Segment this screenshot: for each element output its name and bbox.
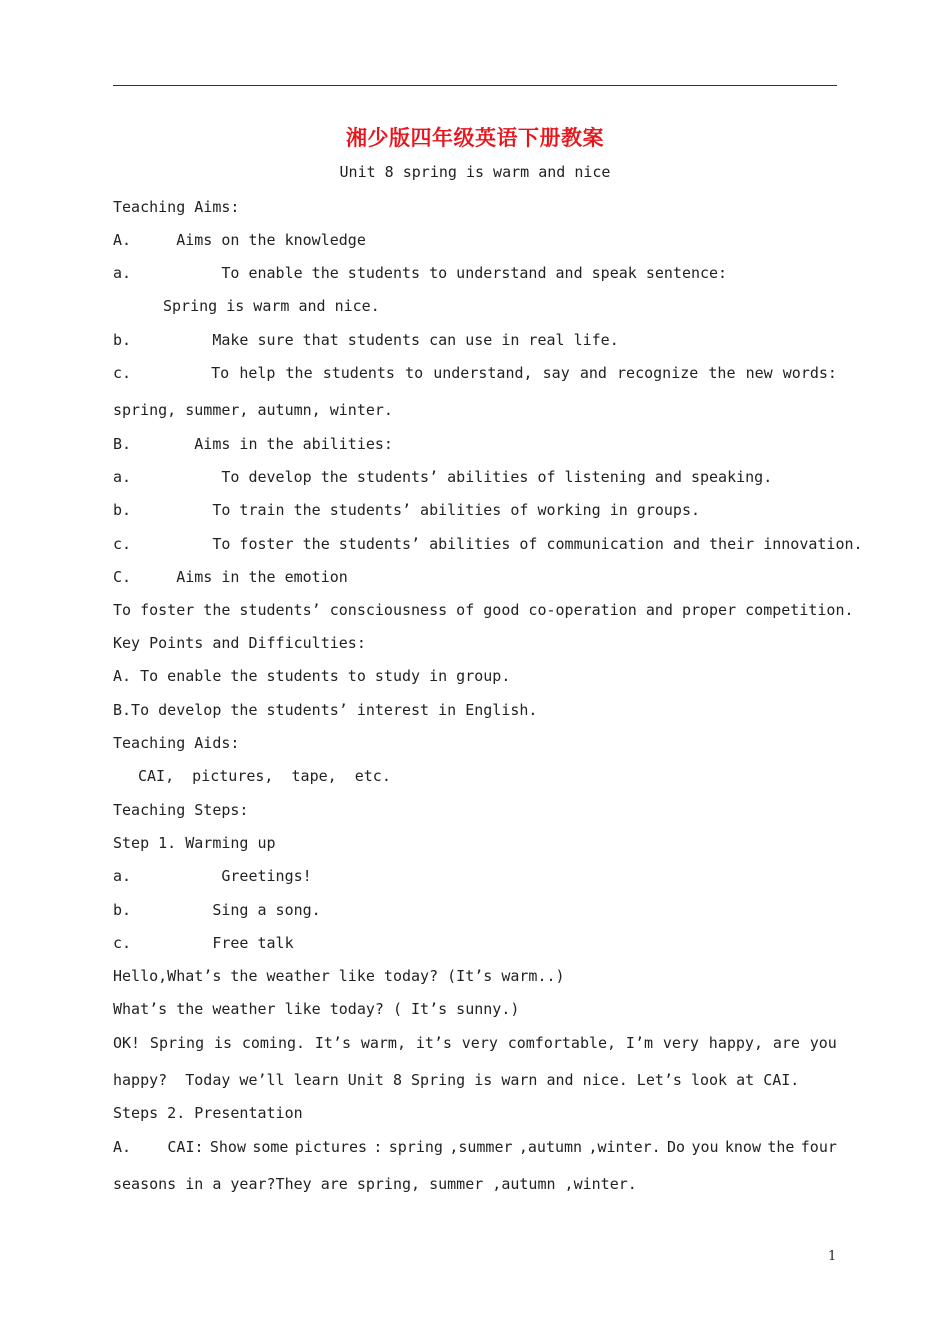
section-heading: Teaching Aids: (113, 734, 240, 752)
document-title: 湘少版四年级英语下册教案 (346, 126, 604, 150)
word: students (322, 364, 395, 382)
dialogue-line: Hello,What’s the weather like today? (It’s warm..) (113, 967, 565, 985)
word: comfortable, (507, 1034, 617, 1052)
aims-item: B. Aims in the abilities: (113, 435, 393, 453)
word: pictures (294, 1138, 368, 1156)
aims-item: Spring is warm and nice. (163, 297, 380, 315)
aims-item: To foster the students’ consciousness of good co-operation and proper competition. (113, 601, 854, 619)
justified-line (113, 363, 837, 383)
section-heading: Teaching Aims: (113, 198, 240, 216)
word: is (213, 1034, 232, 1052)
aims-item: c. To foster the students’ abilities of communication and their innovation. (113, 535, 863, 553)
word: recognize (617, 364, 699, 382)
word: four (800, 1138, 837, 1156)
dialogue-line: happy? Today we’ll learn Unit 8 Spring is warn and nice. Let’s look at CAI. (113, 1071, 800, 1089)
word: very (461, 1034, 498, 1052)
word: it’s (415, 1034, 452, 1052)
aims-item: spring, summer, autumn, winter. (113, 401, 393, 419)
presentation-line: seasons in a year?They are spring, summer ,autumn ,winter. (113, 1175, 637, 1193)
aims-item: a. To enable the students to understand and speak sentence: (113, 264, 728, 282)
word: OK! (113, 1034, 141, 1052)
key-point-item: A. To enable the students to study in group. (113, 667, 511, 685)
key-point-item: B.To develop the students’ interest in English. (113, 701, 538, 719)
dialogue-line: What’s the weather like today? ( It’s sunny.) (113, 1000, 520, 1018)
aims-item: b. To train the students’ abilities of working in groups. (113, 501, 700, 519)
document-subtitle: Unit 8 spring is warm and nice (339, 163, 611, 181)
word: the (285, 364, 313, 382)
header-rule (113, 85, 837, 86)
justified-line (113, 1033, 837, 1053)
word: ,summer (449, 1138, 513, 1156)
word: you (691, 1138, 719, 1156)
word: Show (209, 1138, 246, 1156)
section-heading: Teaching Steps: (113, 801, 249, 819)
word: c. (113, 364, 132, 382)
aims-item: a. To develop the students’ abilities of listening and speaking. (113, 468, 773, 486)
word: new (745, 364, 773, 382)
word: It’s (314, 1034, 351, 1052)
page-number: 1 (828, 1249, 837, 1264)
word: know (724, 1138, 761, 1156)
word: Spring (149, 1034, 205, 1052)
word: : (373, 1138, 383, 1156)
word: the (708, 364, 736, 382)
word: very (662, 1034, 699, 1052)
word: CAI: (167, 1138, 204, 1156)
step-heading: Steps 2. Presentation (113, 1104, 303, 1122)
word: understand, (433, 364, 533, 382)
word: warm, (360, 1034, 406, 1052)
word: and (579, 364, 607, 382)
step-item: c. Free talk (113, 934, 294, 952)
word: to (405, 364, 424, 382)
step-item: b. Sing a song. (113, 901, 321, 919)
word: spring (388, 1138, 443, 1156)
aims-item: C. Aims in the emotion (113, 568, 348, 586)
word: ,winter. (588, 1138, 661, 1156)
word: To (211, 364, 230, 382)
word: the (767, 1138, 795, 1156)
aids-item: CAI, pictures, tape, etc. (138, 767, 391, 785)
word: words: (782, 364, 837, 382)
step-item: a. Greetings! (113, 867, 312, 885)
word: say (542, 364, 570, 382)
section-heading: Key Points and Difficulties: (113, 634, 366, 652)
word: Do (667, 1138, 686, 1156)
word: A. (113, 1138, 132, 1156)
justified-line (113, 1137, 837, 1157)
step-heading: Step 1. Warming up (113, 834, 276, 852)
aims-item: b. Make sure that students can use in real life. (113, 331, 619, 349)
word: you (809, 1034, 837, 1052)
word: help (239, 364, 276, 382)
word: some (252, 1138, 289, 1156)
word: ,autumn (518, 1138, 583, 1156)
word: happy, (708, 1034, 763, 1052)
word: I’m (625, 1034, 654, 1052)
aims-item: A. Aims on the knowledge (113, 231, 366, 249)
word: are (772, 1034, 800, 1052)
word: coming. (241, 1034, 306, 1052)
